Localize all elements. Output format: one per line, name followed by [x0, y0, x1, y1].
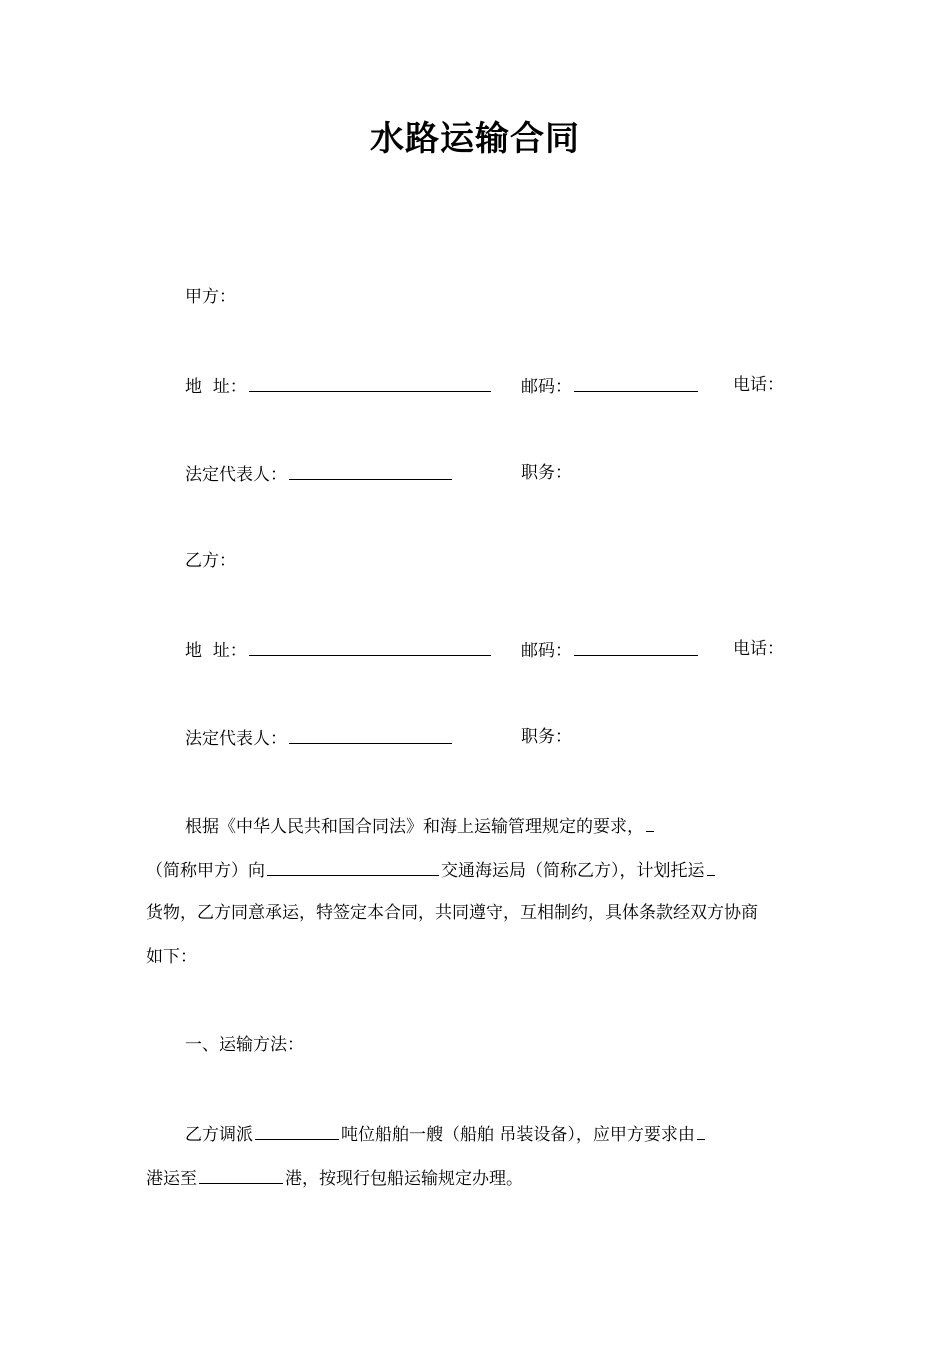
- preamble-blank-3[interactable]: [707, 857, 715, 876]
- party-a-phone-label: 电话：: [733, 375, 784, 395]
- destination-port-field[interactable]: [199, 1165, 283, 1184]
- preamble-blank-1[interactable]: [646, 813, 654, 832]
- party-a-rep-label: 法定代表人：: [185, 465, 287, 485]
- origin-port-field[interactable]: [697, 1121, 705, 1140]
- party-a-address-field[interactable]: [249, 373, 491, 392]
- party-b-rep-row: [185, 725, 605, 751]
- preamble-line-1: [185, 813, 656, 839]
- party-b-zip-group: [521, 637, 700, 663]
- section-1-text-2a: 港运至: [146, 1169, 197, 1189]
- party-a-position-label: 职务：: [521, 463, 572, 483]
- document-title: 水路运输合同: [370, 119, 580, 159]
- party-b-address-field[interactable]: [249, 637, 491, 656]
- section-1-text-1b: 吨位船舶一艘（船舶 吊装设备），应甲方要求由: [341, 1125, 695, 1145]
- party-b-rep-field[interactable]: [289, 725, 452, 744]
- party-a-label: 甲方：: [185, 287, 236, 307]
- party-b-address-label: 地 址：: [185, 641, 247, 661]
- preamble-line-3: 货物，乙方同意承运，特签定本合同，共同遵守，互相制约，具体条款经双方协商: [146, 903, 758, 923]
- party-b-address-row: [185, 637, 805, 663]
- preamble-line-2: [146, 857, 717, 883]
- tonnage-field[interactable]: [255, 1121, 339, 1140]
- section-1-line-1: [185, 1121, 707, 1147]
- preamble-text-2a: （简称甲方）向: [146, 861, 265, 881]
- party-b-zip-field[interactable]: [574, 637, 698, 656]
- party-b-label: 乙方：: [185, 551, 236, 571]
- section-1-text-2b: 港，按现行包船运输规定办理。: [285, 1169, 523, 1189]
- preamble-text-2b: 交通海运局（简称乙方），计划托运: [441, 861, 705, 881]
- party-b-phone-label: 电话：: [733, 639, 784, 659]
- preamble-line-4: 如下：: [146, 947, 197, 967]
- party-b-position-label: 职务：: [521, 727, 572, 747]
- party-a-zip-group: [521, 373, 700, 399]
- party-a-address-label: 地 址：: [185, 377, 247, 397]
- party-b-zip-label: 邮码：: [521, 641, 572, 661]
- preamble-blank-2[interactable]: [267, 857, 439, 876]
- party-a-zip-field[interactable]: [574, 373, 698, 392]
- party-a-rep-field[interactable]: [289, 461, 452, 480]
- section-1-heading: 一、运输方法：: [185, 1035, 304, 1055]
- party-b-rep-label: 法定代表人：: [185, 729, 287, 749]
- preamble-text-1: 根据《中华人民共和国合同法》和海上运输管理规定的要求，: [185, 817, 644, 837]
- section-1-line-2: [146, 1165, 523, 1191]
- party-a-zip-label: 邮码：: [521, 377, 572, 397]
- party-a-address-row: [185, 373, 805, 399]
- party-a-rep-row: [185, 461, 605, 487]
- section-1-text-1a: 乙方调派: [185, 1125, 253, 1145]
